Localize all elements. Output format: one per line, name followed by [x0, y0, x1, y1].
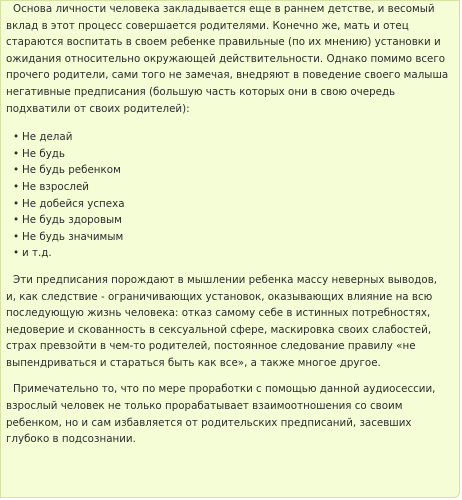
bullet-icon: • — [13, 247, 20, 260]
list-item: • Не будь значимым — [6, 229, 450, 246]
list-item: • Не будь ребенком — [6, 162, 450, 179]
bullet-icon: • — [13, 214, 20, 227]
intro-paragraph: Основа личности человека закладывается еще в раннем детстве, и весомый вклад в этот процесс совершается родителями. Конечно же, мать и отец стараются воспитать в своем ребенке правильные (по их мнению) установки и ожидания относительно окружающей действительности. Однако помимо всего прочего родители, сами того не замечая, внедряют в поведение своего малыша негативные предписания (большую часть которых они в свою очередь подхватили от своих родителей): — [6, 3, 449, 115]
list-item: • Не добейся успеха — [6, 196, 450, 213]
injunctions-list — [6, 129, 450, 262]
conclusion-paragraph: Примечательно то, что по мере проработки с помощью данной аудиосессии, взрослый человек не только прорабатывает взаимоотношения со своим ребенком, но и сам избавляется от родительских предписаний, засевших глубоко в подсознании. — [6, 383, 436, 446]
list-item: • Не будь здоровым — [6, 212, 450, 229]
bullet-icon: • — [13, 180, 20, 193]
bullet-icon: • — [13, 131, 20, 144]
bullet-icon: • — [13, 197, 20, 210]
article-content — [6, 1, 450, 448]
list-item: • Не будь — [6, 146, 450, 163]
consequences-paragraph: Эти предписания порождают в мышлении ребенка массу неверных выводов, и, как следствие - ограничивающих установок, оказывающих влияние на всю последующую жизнь человека: отказ самому себе в истинных потребностях, недоверие и скованность в сексуальной сфере, маскировка своих слабостей, страх превзойти в чем-то родителей, постоянное следование правилу «не выпендриваться и стараться быть как все», а также многое другое. — [6, 273, 438, 369]
bullet-icon: • — [13, 147, 20, 160]
list-item: • Не взрослей — [6, 179, 450, 196]
list-item: • Не делай — [6, 129, 450, 146]
bullet-icon: • — [13, 164, 20, 177]
bullet-icon: • — [13, 230, 20, 243]
list-item: • и т.д. — [6, 245, 450, 262]
